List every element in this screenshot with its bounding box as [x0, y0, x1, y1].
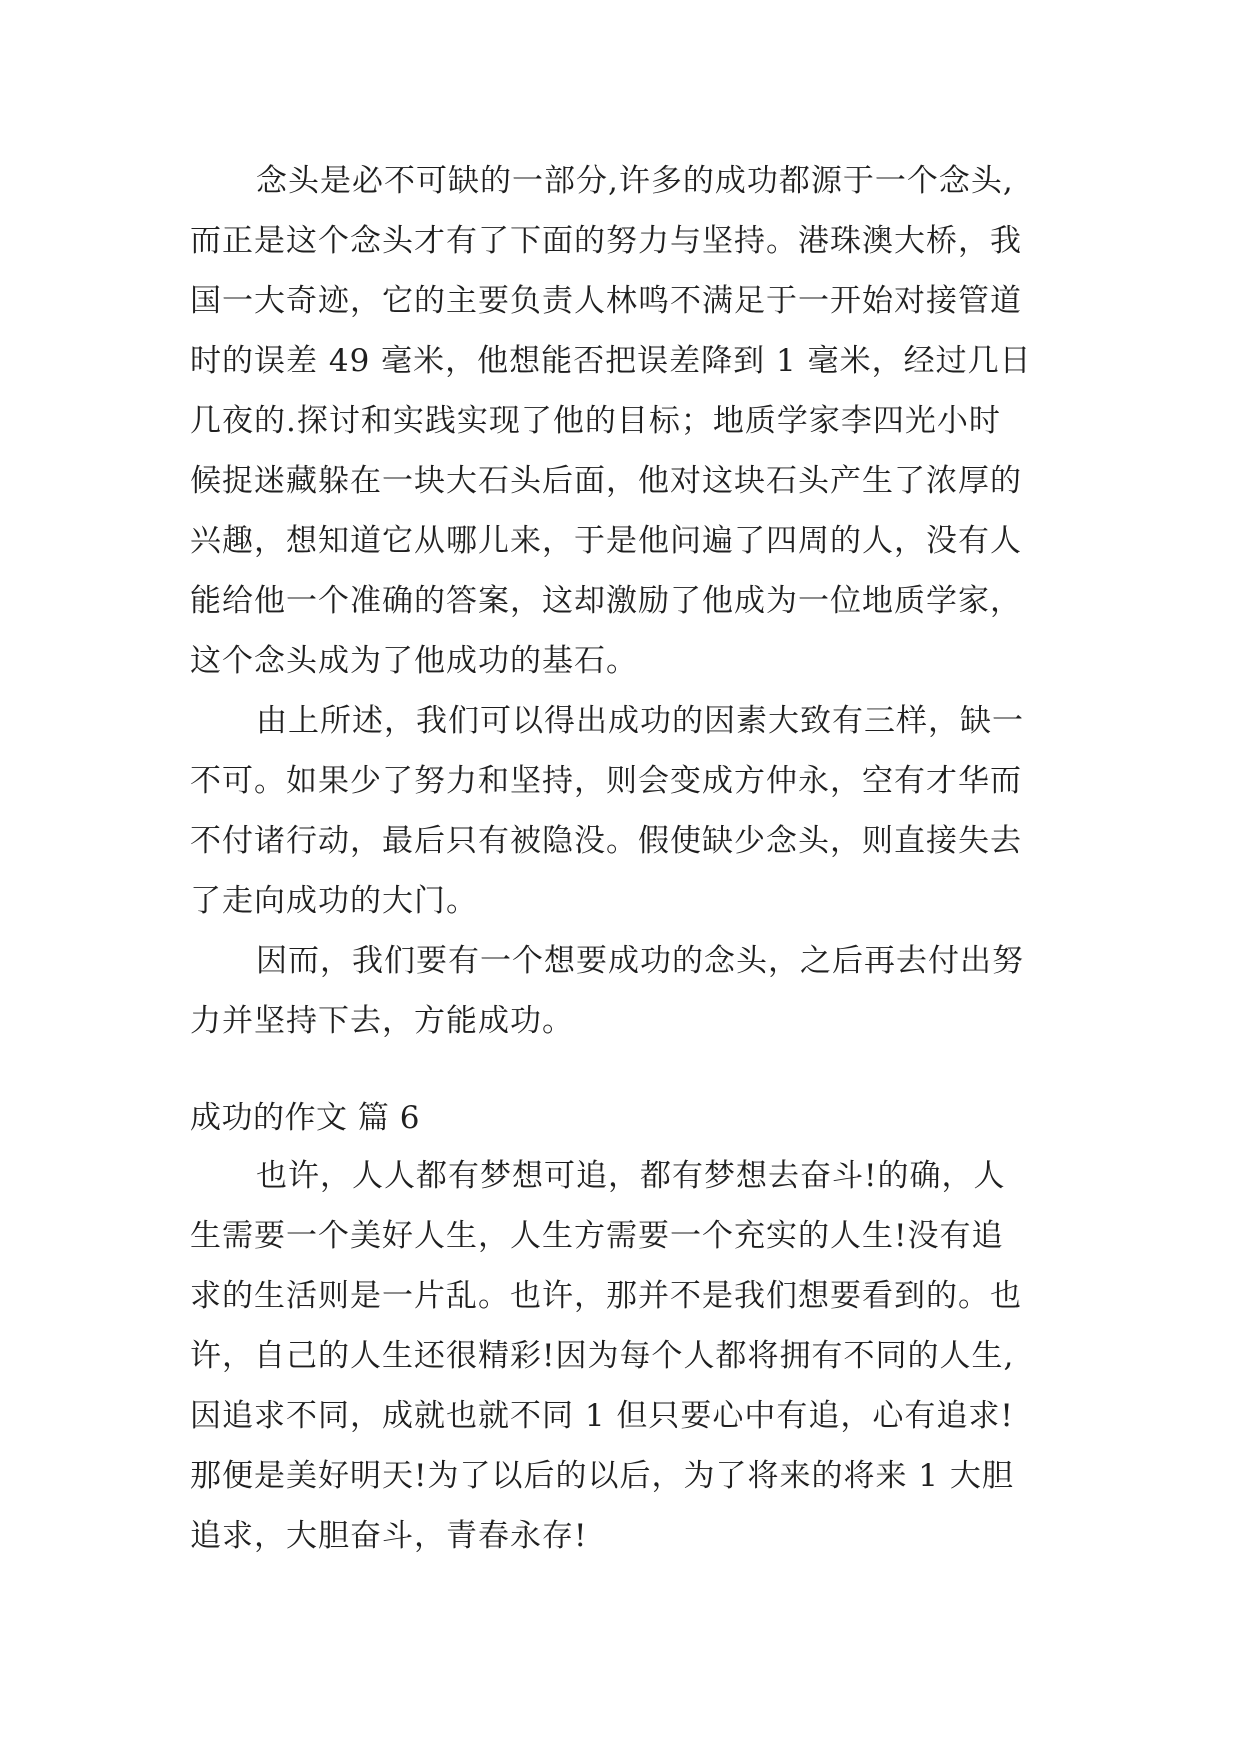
paragraph-1-line-1: 念头是必不可缺的一部分,许多的成功都源于一个念头,: [256, 163, 1014, 199]
paragraph-3-line-1: 因而，我们要有一个想要成功的念头，之后再去付出努: [256, 943, 1024, 979]
paragraph-1-line-5: 几夜的.探讨和实践实现了他的目标；地质学家李四光小时: [190, 403, 1001, 439]
paragraph-2-line-1: 由上所述，我们可以得出成功的因素大致有三样，缺一: [256, 703, 1024, 739]
paragraph-2-line-4: 了走向成功的大门。: [190, 883, 478, 919]
section-paragraph-line-6: 那便是美好明天!为了以后的以后，为了将来的将来 1 大胆: [190, 1458, 1014, 1494]
section-paragraph-line-2: 生需要一个美好人生，人生方需要一个充实的人生!没有追: [190, 1218, 1004, 1254]
paragraph-1-line-2: 而正是这个念头才有了下面的努力与坚持。港珠澳大桥，我: [190, 223, 1022, 259]
paragraph-3-line-2: 力并坚持下去，方能成功。: [190, 1003, 574, 1039]
section-paragraph-line-5: 因追求不同，成就也就不同 1 但只要心中有追，心有追求!: [190, 1398, 1014, 1434]
paragraph-1-line-7: 兴趣，想知道它从哪儿来，于是他问遍了四周的人，没有人: [190, 523, 1022, 559]
paragraph-1-line-3: 国一大奇迹，它的主要负责人林鸣不满足于一开始对接管道: [190, 283, 1022, 319]
section-paragraph-line-4: 许，自己的人生还很精彩!因为每个人都将拥有不同的人生,: [190, 1338, 1015, 1374]
paragraph-2-line-2: 不可。如果少了努力和坚持，则会变成方仲永，空有才华而: [190, 763, 1022, 799]
paragraph-1-line-9: 这个念头成为了他成功的基石。: [190, 643, 638, 679]
paragraph-1-line-4: 时的误差 49 毫米，他想能否把误差降到 1 毫米，经过几日: [190, 343, 1032, 379]
section-paragraph-line-3: 求的生活则是一片乱。也许，那并不是我们想要看到的。也: [190, 1278, 1022, 1314]
paragraph-1-line-8: 能给他一个准确的答案，这却激励了他成为一位地质学家，: [190, 583, 1022, 619]
section-paragraph-line-7: 追求，大胆奋斗，青春永存!: [190, 1518, 588, 1554]
section-paragraph-line-1: 也许，人人都有梦想可追，都有梦想去奋斗!的确，人: [256, 1158, 1006, 1194]
paragraph-1-line-6: 候捉迷藏躲在一块大石头后面，他对这块石头产生了浓厚的: [190, 463, 1022, 499]
paragraph-2-line-3: 不付诸行动，最后只有被隐没。假使缺少念头，则直接失去: [190, 823, 1022, 859]
section-heading: 成功的作文 篇 6: [190, 1100, 420, 1136]
